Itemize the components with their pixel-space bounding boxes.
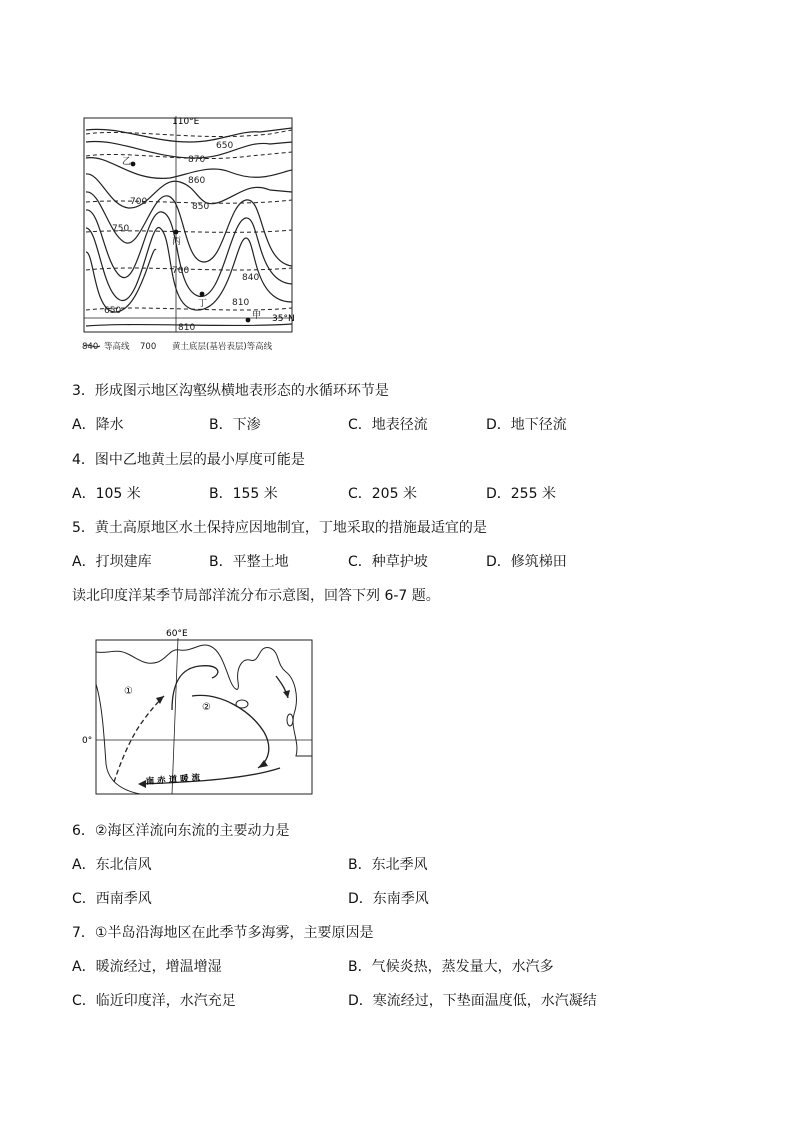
q3-option-a[interactable]: A．降水 bbox=[72, 417, 124, 433]
point-bing-marker bbox=[174, 230, 179, 235]
question-7-stem: 7．①半岛沿海地区在此季节多海雾，主要原因是 bbox=[72, 925, 374, 941]
q5-option-b[interactable]: B．平整土地 bbox=[209, 554, 289, 570]
q5-option-d[interactable]: D．修筑梯田 bbox=[486, 554, 567, 570]
question-4-stem: 4．图中乙地黄土层的最小厚度可能是 bbox=[72, 452, 305, 468]
q6-option-d[interactable]: D．东南季风 bbox=[348, 891, 429, 907]
contour-label: 870 bbox=[188, 155, 206, 165]
point-ding-marker bbox=[200, 292, 205, 297]
lat-label-35n: 35°N bbox=[272, 314, 295, 324]
question-6-stem: 6．②海区洋流向东流的主要动力是 bbox=[72, 823, 290, 839]
group-intro: 读北印度洋某季节局部洋流分布示意图，回答下列 6-7 题。 bbox=[72, 588, 440, 604]
q4-option-b[interactable]: B．155 米 bbox=[209, 486, 278, 502]
point-yi-marker bbox=[131, 162, 136, 167]
island bbox=[287, 714, 293, 726]
region-1-label: ① bbox=[124, 686, 133, 697]
contour-label: 650 bbox=[104, 306, 122, 316]
map-legend bbox=[82, 341, 273, 352]
arabian-sea-current bbox=[172, 666, 218, 710]
lat-label-equator: 0° bbox=[82, 736, 93, 746]
q5-option-c[interactable]: C．种草护坡 bbox=[348, 554, 428, 570]
contour-label: 750 bbox=[112, 224, 130, 234]
q6-option-c[interactable]: C．西南季风 bbox=[72, 891, 152, 907]
point-yi-label: 乙 bbox=[122, 157, 132, 167]
somali-current bbox=[114, 696, 164, 782]
contour-label: 810 bbox=[232, 298, 250, 308]
ocean-current-map-svg bbox=[80, 624, 320, 802]
q3-option-b[interactable]: B．下渗 bbox=[209, 417, 261, 433]
q5-option-a[interactable]: A．打坝建库 bbox=[72, 554, 152, 570]
contour-label: 650 bbox=[216, 141, 234, 151]
coastline-africa bbox=[96, 684, 140, 794]
point-bing-label: 丙 bbox=[172, 237, 182, 247]
q3-option-c[interactable]: C．地表径流 bbox=[348, 417, 428, 433]
arrow-head bbox=[138, 780, 146, 788]
ocean-current-map bbox=[80, 624, 320, 802]
q4-option-d[interactable]: D．255 米 bbox=[486, 486, 556, 502]
coastline bbox=[96, 645, 312, 756]
legend-solid-value: 840 bbox=[82, 342, 99, 352]
q7-option-a[interactable]: A．暖流经过，增温增湿 bbox=[72, 959, 222, 975]
contour-label: 840 bbox=[242, 273, 260, 283]
loess-contour-map-svg bbox=[80, 112, 296, 352]
contour-label: 850 bbox=[192, 202, 210, 212]
q6-option-b[interactable]: B．东北季风 bbox=[348, 857, 428, 873]
q7-option-c[interactable]: C．临近印度洋，水汽充足 bbox=[72, 993, 236, 1009]
arrow-head bbox=[258, 760, 268, 768]
contour-label: 810 bbox=[178, 323, 196, 333]
q7-option-b[interactable]: B．气候炎热，蒸发量大，水汽多 bbox=[348, 959, 554, 975]
q4-option-a[interactable]: A．105 米 bbox=[72, 486, 141, 502]
question-5-stem: 5．黄土高原地区水土保持应因地制宜，丁地采取的措施最适宜的是 bbox=[72, 520, 487, 536]
lon-label-110e: 110°E bbox=[172, 117, 200, 127]
legend-solid-text: 等高线 bbox=[104, 342, 130, 352]
q4-option-c[interactable]: C．205 米 bbox=[348, 486, 417, 502]
lon-label-60e: 60°E bbox=[166, 629, 188, 639]
arrow-head bbox=[283, 690, 290, 698]
q6-option-a[interactable]: A．东北信风 bbox=[72, 857, 152, 873]
q7-option-d[interactable]: D．寒流经过，下垫面温度低，水汽凝结 bbox=[348, 993, 597, 1009]
q3-option-d[interactable]: D．地下径流 bbox=[486, 417, 567, 433]
contour-label: 860 bbox=[188, 176, 206, 186]
point-jia-marker bbox=[246, 318, 251, 323]
legend-dash-value: 700 bbox=[140, 342, 157, 352]
contour-label: 700 bbox=[172, 266, 190, 276]
point-jia-label: 甲 bbox=[252, 311, 262, 321]
question-3-stem: 3．形成图示地区沟壑纵横地表形态的水循环环节是 bbox=[72, 383, 389, 399]
loess-contour-map bbox=[80, 112, 296, 352]
south-equatorial-current-label: 南 赤 道 暖 流 bbox=[145, 773, 201, 787]
contour-label: 700 bbox=[130, 197, 148, 207]
region-2-label: ② bbox=[202, 702, 211, 713]
point-ding-label: 丁 bbox=[198, 299, 208, 309]
legend-dash-text: 黄土底层(基岩表层)等高线 bbox=[172, 342, 273, 352]
